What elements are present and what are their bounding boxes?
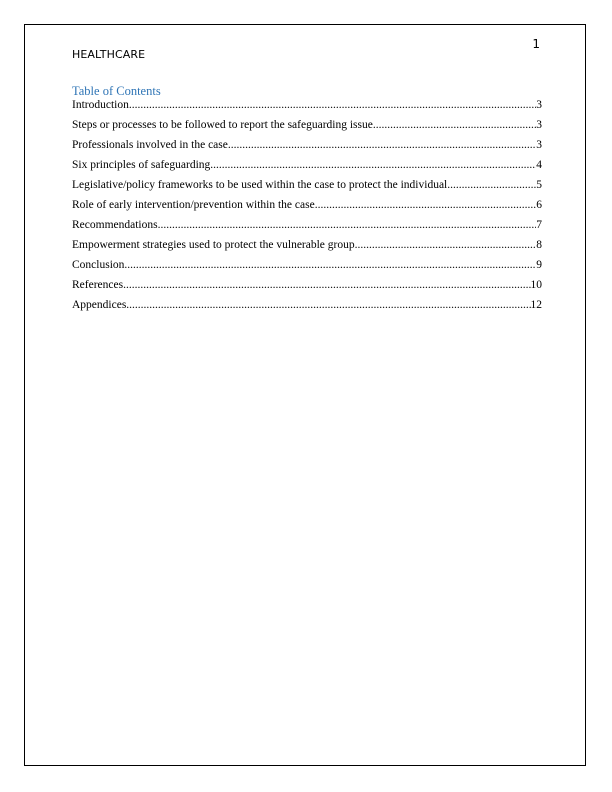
toc-entry-title: Role of early intervention/prevention within the case [72,199,315,211]
toc-entry-references[interactable] [72,279,542,299]
toc-entry-title: Empowerment strategies used to protect the vulnerable group [72,239,355,251]
toc-entry-page: 12 [530,299,542,311]
toc-entry-title: Recommendations [72,219,158,231]
toc-entry-page: 9 [536,259,542,271]
dot-leader [373,119,536,131]
table-of-contents [72,99,542,319]
dot-leader [123,279,530,291]
toc-entry-page: 7 [536,219,542,231]
toc-entry-empowerment[interactable] [72,239,542,259]
toc-entry-title: Appendices [72,299,127,311]
toc-entry-title: Six principles of safeguarding [72,159,211,171]
toc-entry-appendices[interactable] [72,299,542,319]
dot-leader [126,299,530,311]
toc-entry-steps[interactable] [72,119,542,139]
toc-entry-title: Introduction [72,99,129,111]
toc-entry-page: 3 [536,119,542,131]
toc-heading: Table of Contents [72,84,161,98]
toc-entry-page: 8 [536,239,542,251]
dot-leader [315,199,537,211]
toc-entry-title: Legislative/policy frameworks to be used within the case to protect the individual [72,179,448,191]
toc-entry-page: 5 [536,179,542,191]
toc-entry-six-principles[interactable] [72,159,542,179]
toc-entry-recommendations[interactable] [72,219,542,239]
dot-leader [447,179,536,191]
toc-entry-professionals[interactable] [72,139,542,159]
dot-leader [124,259,536,271]
toc-entry-title: Conclusion [72,259,125,271]
running-head: HEALTHCARE [72,48,146,61]
toc-entry-page: 10 [530,279,542,291]
dot-leader [158,219,537,231]
toc-entry-conclusion[interactable] [72,259,542,279]
dot-leader [355,239,537,251]
page-number: 1 [532,37,540,51]
toc-entry-title: Professionals involved in the case [72,139,228,151]
document-page [24,24,586,766]
dot-leader [210,159,536,171]
toc-entry-page: 3 [536,139,542,151]
toc-entry-title: Steps or processes to be followed to report the safeguarding issue [72,119,373,131]
toc-entry-introduction[interactable] [72,99,542,119]
toc-entry-page: 6 [536,199,542,211]
dot-leader [129,99,536,111]
toc-entry-early-intervention[interactable] [72,199,542,219]
toc-entry-title: References [72,279,124,291]
toc-entry-page: 3 [536,99,542,111]
toc-entry-frameworks[interactable] [72,179,542,199]
toc-entry-page: 4 [536,159,542,171]
dot-leader [228,139,536,151]
